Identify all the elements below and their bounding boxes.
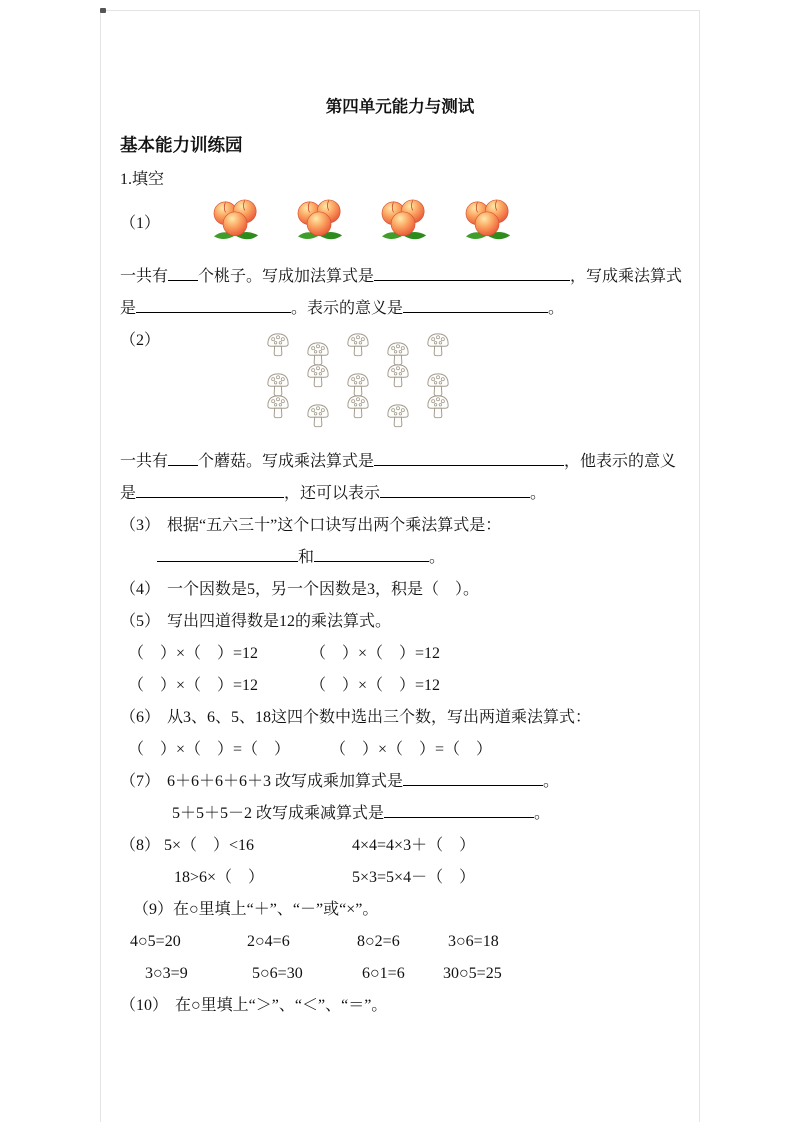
mushroom-icon — [258, 331, 298, 362]
text-segment: 从3、6、5、18这四个数中选出三个数，写出两道乘法算式： — [167, 709, 592, 726]
text-segment: ，还可以表示 — [284, 485, 381, 502]
equation: 4○5=20 — [130, 933, 181, 950]
equation: （ ）×（ ）=12 — [128, 645, 259, 662]
item10-label: （10） — [120, 997, 169, 1014]
equation: 3○6=18 — [448, 933, 499, 950]
text-segment: 。 — [543, 773, 560, 790]
peach-cluster-icon — [460, 197, 518, 245]
text-segment: 是 — [120, 300, 137, 317]
blank-line — [374, 450, 564, 466]
item2-label: （2） — [120, 332, 161, 349]
scan-artifact — [100, 8, 106, 13]
item9-row2 — [120, 958, 680, 990]
blank-line — [380, 482, 530, 498]
text-segment: 。 — [548, 300, 565, 317]
item7-line1 — [120, 766, 680, 798]
mushroom-icon — [298, 331, 338, 362]
equation: 5○6=30 — [252, 965, 303, 982]
mushroom-icon — [338, 331, 378, 362]
text-segment: 一共有 — [120, 268, 169, 285]
item3-label: （3） — [120, 517, 161, 534]
worksheet-content — [120, 94, 683, 1022]
item3-line — [120, 510, 680, 542]
item6-label: （6） — [120, 709, 161, 726]
item1-label: （1） — [120, 214, 161, 232]
peach-cluster-icon — [208, 197, 266, 245]
text-segment: ，写成乘法算式 — [570, 268, 683, 285]
equation: （ ）×（ ）=12 — [310, 645, 441, 662]
equation: 6○1=6 — [362, 965, 405, 982]
mushroom-icon — [338, 362, 378, 393]
section-header: 基本能力训练园 — [120, 135, 243, 155]
peach-illustration — [208, 197, 518, 245]
item9-row1 — [120, 926, 680, 958]
text-segment: 个蘑菇。写成乘法算式是 — [198, 453, 375, 470]
page-title: 第四单元能力与测试 — [325, 97, 475, 116]
peach-cluster-icon — [292, 197, 350, 245]
item5-equations-row1 — [120, 638, 680, 670]
text-segment: 。 — [534, 805, 551, 822]
text-segment: 6＋6＋6＋6＋3 改写成乘加算式是 — [167, 773, 404, 790]
item1-illustration-row — [120, 195, 680, 247]
item3-blanks-line — [120, 542, 680, 574]
text-segment: 和 — [298, 549, 315, 566]
item2-line2 — [120, 478, 680, 510]
mushroom-illustration — [258, 331, 458, 424]
mushroom-icon — [418, 362, 458, 393]
mushroom-icon — [378, 331, 418, 362]
item8-row2 — [120, 862, 680, 894]
item7-label: （7） — [120, 773, 161, 790]
item8-label: （8） — [120, 837, 161, 854]
text-segment: 在○里填上“＞”、“＜”、“＝”。 — [175, 997, 388, 1014]
item1-line2 — [120, 293, 680, 325]
item8-row1 — [120, 830, 680, 862]
equation: （ ）×（ ）=（ ） — [128, 741, 291, 758]
text-segment: 一共有 — [120, 453, 169, 470]
blank-line — [403, 297, 548, 313]
text-segment: 一个因数是5，另一个因数是3，积是（ ）。 — [167, 581, 480, 598]
mushroom-icon — [298, 393, 338, 424]
item6-line — [120, 702, 680, 734]
equation: 5×3=5×4－（ ） — [352, 869, 476, 886]
item4-line — [120, 574, 680, 606]
text-segment: 是 — [120, 485, 137, 502]
equation: （ ）×（ ）=12 — [310, 677, 441, 694]
equation: 2○4=6 — [247, 933, 290, 950]
text-segment: 写出四道得数是12的乘法算式。 — [167, 613, 392, 630]
equation: 30○5=25 — [443, 965, 502, 982]
equation: 5×（ ）<16 — [164, 837, 255, 854]
item5-label: （5） — [120, 613, 161, 630]
blank-line — [168, 265, 198, 281]
equation: 18>6×（ ） — [174, 869, 265, 886]
text-segment: 个桃子。写成加法算式是 — [198, 268, 375, 285]
blank-line — [403, 770, 543, 786]
exercise-label: 1.填空 — [120, 171, 165, 188]
text-segment: 在○里填上“＋”、“－”或“×”。 — [173, 901, 379, 918]
equation: 3○3=9 — [145, 965, 188, 982]
item9-label: （9） — [133, 901, 174, 918]
blank-line — [374, 265, 570, 281]
blank-line — [168, 450, 198, 466]
equation: 4×4=4×3＋（ ） — [352, 837, 476, 854]
item5-line — [120, 606, 680, 638]
mushroom-icon — [418, 331, 458, 362]
blank-line — [314, 546, 429, 562]
mushroom-icon — [258, 362, 298, 393]
item9-line — [120, 894, 680, 926]
item5-equations-row2 — [120, 670, 680, 702]
item7-line2 — [120, 798, 680, 830]
blank-line — [136, 297, 291, 313]
text-segment: 根据“五六三十”这个口诀写出两个乘法算式是： — [167, 517, 502, 534]
blank-line — [136, 482, 284, 498]
text-segment: 。 — [530, 485, 547, 502]
peach-cluster-icon — [376, 197, 434, 245]
item10-line — [120, 990, 680, 1022]
blank-line — [384, 802, 534, 818]
equation: （ ）×（ ）=（ ） — [330, 741, 493, 758]
equation: （ ）×（ ）=12 — [128, 677, 259, 694]
blank-line — [157, 546, 298, 562]
equation: 8○2=6 — [357, 933, 400, 950]
text-segment: 。表示的意义是 — [291, 300, 404, 317]
item1-line1 — [120, 261, 683, 293]
text-segment: 5＋5＋5－2 改写成乘减算式是 — [172, 805, 385, 822]
text-segment: 。 — [429, 549, 446, 566]
text-segment: ，他表示的意义 — [564, 453, 677, 470]
item2-line1 — [120, 446, 680, 478]
mushroom-icon — [378, 393, 418, 424]
item6-equations-row — [120, 734, 680, 766]
item4-label: （4） — [120, 581, 161, 598]
